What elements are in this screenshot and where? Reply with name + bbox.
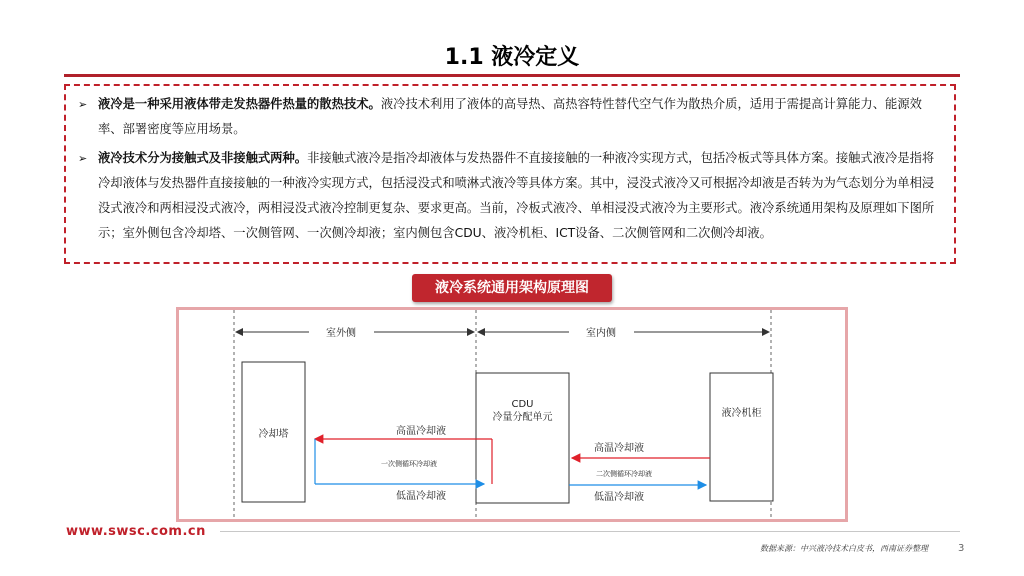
page-title: 1.1 液冷定义 bbox=[444, 45, 580, 70]
cdu-sublabel: 冷量分配单元 bbox=[492, 412, 553, 423]
diagram-title: 液冷系统通用架构原理图 bbox=[412, 274, 612, 302]
bullet-lead: 液冷是一种采用液体带走发热器件热量的散热技术。 bbox=[98, 97, 381, 111]
outdoor-label: 室外侧 bbox=[326, 328, 356, 339]
primary-loop-label: 一次侧循环冷却液 bbox=[381, 460, 437, 468]
bullet-text: 非接触式液冷是指冷却液体与发热器件不直接接触的一种液冷实现方式，包括冷板式等具体方案。接触式液冷是指将冷却液体与发热器件直接接触的一种液冷实现方式，包括浸没式和喷淋式液冷等具体方案。其中，浸没式液冷又可根据冷却液是否转为为气态划分为单相浸没式液冷和两相浸没式液冷，两相浸没式液冷控制更复杂、要求更高。当前，冷板式液冷、单相浸没式液冷为主要形式。液冷系统通用架构及原理如下图所示；室外侧包含冷却塔、一次侧管网、一次侧冷却液；室内侧包含CDU、液冷机柜、ICT设备、二次侧管网和二次侧冷却液。 bbox=[98, 151, 935, 240]
bullet-arrow-icon: ➢ bbox=[78, 98, 88, 111]
cooling-tower-label: 冷却塔 bbox=[258, 429, 289, 440]
website-url[interactable]: www.swsc.com.cn bbox=[66, 524, 206, 539]
secondary-hot-label: 高温冷却液 bbox=[594, 443, 644, 454]
bullet-lead: 液冷技术分为接触式及非接触式两种。 bbox=[98, 151, 308, 165]
cdu-box bbox=[476, 373, 569, 503]
diagram-frame bbox=[176, 307, 848, 522]
indoor-label: 室内侧 bbox=[586, 328, 616, 339]
bullet-item bbox=[78, 146, 944, 246]
cabinet-label: 液冷机柜 bbox=[721, 408, 762, 419]
footer-divider bbox=[220, 531, 960, 532]
primary-cold-label: 低温冷却液 bbox=[396, 491, 446, 502]
bullet-text: 液冷技术利用了液体的高导热、高热容特性替代空气作为散热介质，适用于需提高计算能力、能源效率、部署密度等应用场景。 bbox=[98, 97, 922, 136]
architecture-diagram bbox=[179, 310, 845, 519]
primary-hot-label: 高温冷却液 bbox=[396, 426, 446, 437]
cdu-label: CDU bbox=[511, 399, 534, 410]
secondary-loop-label: 二次侧循环冷却液 bbox=[596, 470, 652, 478]
page-number: 3 bbox=[958, 543, 965, 554]
bullet-item bbox=[78, 92, 944, 142]
secondary-cold-label: 低温冷却液 bbox=[594, 492, 644, 503]
cabinet-box bbox=[710, 373, 773, 501]
title-underline bbox=[64, 74, 960, 77]
source-note: 数据来源：中兴液冷技术白皮书，西南证券整理 bbox=[760, 544, 928, 553]
bullet-arrow-icon: ➢ bbox=[78, 152, 88, 165]
definition-box bbox=[64, 84, 956, 264]
